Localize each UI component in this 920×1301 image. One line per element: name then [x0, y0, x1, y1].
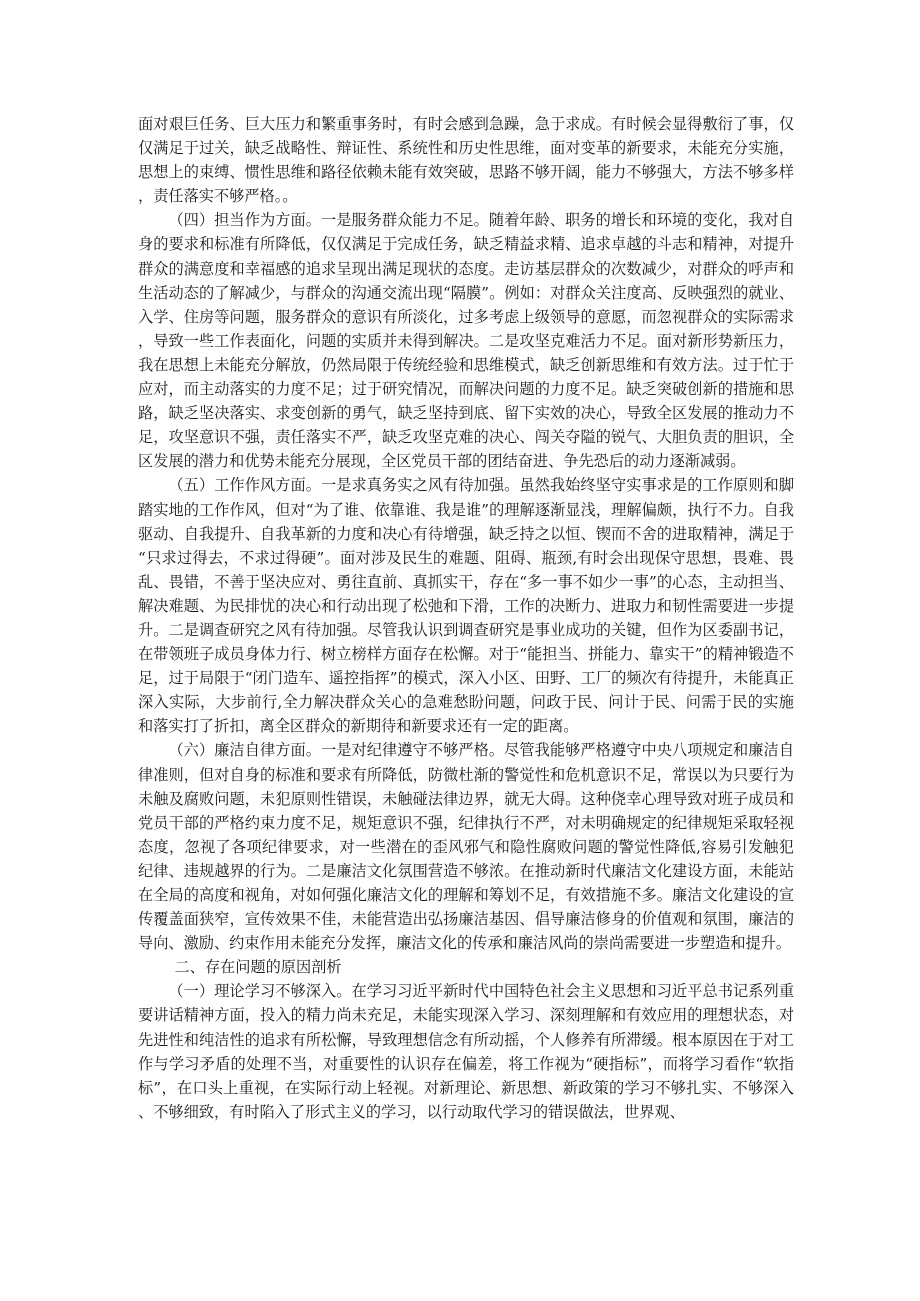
document-page	[138, 112, 794, 1124]
paragraph-responsibility: （四）担当作为方面。一是服务群众能力不足。随着年龄、职务的增长和环境的变化，我对自身的要求和标准有所降低，仅仅满足于完成任务，缺乏精益求精、追求卓越的斗志和精神，对提升群众的满意度和幸福感的追求呈现出满足现状的态度。走访基层群众的次数减少，对群众的呼声和生活动态的了解减少，与群众的沟通交流出现“隔膜”。例如：对群众关注度高、反映强烈的就业、入学、住房等问题，服务群众的意识有所淡化，过多考虑上级领导的意愿，而忽视群众的实际需求，导致一些工作表面化，问题的实质并未得到解决。二是攻坚克难活力不足。面对新形势新压力，我在思想上未能充分解放，仍然局限于传统经验和思维模式，缺乏创新思维和有效方法。过于忙于应对，而主动落实的力度不足；过于研究情况，而解决问题的力度不足。缺乏突破创新的措施和思路，缺乏坚决落实、求变创新的勇气，缺乏坚持到底、留下实效的决心，导致全区发展的推动力不足，攻坚意识不强，责任落实不严，缺乏攻坚克难的决心、闯关夺隘的锐气、大胆负责的胆识，全区发展的潜力和优势未能充分展现，全区党员干部的团结奋进、争先恐后的动力逐渐减弱。	[138, 211, 794, 471]
paragraph-work-style: （五）工作作风方面。一是求真务实之风有待加强。虽然我始终坚守实事求是的工作原则和脚踏实地的工作作风，但对“为了谁、依靠谁、我是谁”的理解逐渐显浅，理解偏颇，执行不力。自我驱动、自我提升、自我革新的力度和决心有待增强，缺乏持之以恒、锲而不舍的进取精神，满足于“只求过得去，不求过得硬”。面对涉及民生的难题、阻碍、瓶颈,有时会出现保守思想，畏难、畏乱、畏错，不善于坚决应对、勇往直前、真抓实干，存在“多一事不如少一事”的心态，主动担当、解决难题、为民排忧的决心和行动出现了松弛和下滑，工作的决断力、进取力和韧性需要进一步提升。二是调查研究之风有待加强。尽管我认识到调查研究是事业成功的关键，但作为区委副书记，在带领班子成员身体力行、树立榜样方面存在松懈。对于“能担当、拼能力、靠实干”的精神锻造不足，过于局限于“闭门造车、遥控指挥”的模式，深入小区、田野、工厂的频次有待提升，未能真正深入实际，大步前行,全力解决群众关心的急难愁盼问题，问政于民、问计于民、问需于民的实施和落实打了折扣，离全区群众的新期待和新要求还有一定的距离。	[138, 476, 794, 736]
paragraph-integrity: （六）廉洁自律方面。一是对纪律遵守不够严格。尽管我能够严格遵守中央八项规定和廉洁自律准则，但对自身的标准和要求有所降低，防微杜渐的警觉性和危机意识不足，常误以为只要行为未触及腐败问题，未犯原则性错误，未触碰法律边界，就无大碍。这种侥幸心理导致对班子成员和党员干部的严格约束力度不足，规矩意识不强，纪律执行不严，对未明确规定的纪律规矩采取轻视态度，忽视了各项纪律要求，对一些潜在的歪风邪气和隐性腐败问题的警觉性降低,容易引发触犯纪律、违规越界的行为。二是廉洁文化氛围营造不够浓。在推动新时代廉洁文化建设方面，未能站在全局的高度和视角，对如何强化廉洁文化的理解和筹划不足，有效措施不多。廉洁文化建设的宣传覆盖面狭窄，宣传效果不佳，未能营造出弘扬廉洁基因、倡导廉洁修身的价值观和氛围，廉洁的导向、激励、约束作用未能充分发挥，廉洁文化的传承和廉洁风尚的崇尚需要进一步塑造和提升。	[138, 741, 794, 953]
paragraph-continuation: 面对艰巨任务、巨大压力和繁重事务时，有时会感到急躁，急于求成。有时候会显得敷衍了事，仅仅满足于过关，缺乏战略性、辩证性、系统性和历史性思维，面对变革的新要求，未能充分实施，思想上的束缚、惯性思维和路径依赖未能有效突破，思路不够开阔，能力不够强大，方法不够多样，责任落实不够严格。。	[138, 115, 794, 206]
section-heading-cause-analysis: 二、存在问题的原因剖析	[174, 958, 342, 977]
paragraph-theory-study: （一）理论学习不够深入。在学习习近平新时代中国特色社会主义思想和习近平总书记系列重要讲话精神方面，投入的精力尚未充足，未能实现深入学习、深刻理解和有效应用的理想状态，对先进性和纯洁性的追求有所松懈，导致理想信念有所动摇，个人修养有所滞缓。根本原因在于对工作与学习矛盾的处理不当，对重要性的认识存在偏差，将工作视为“硬指标”，而将学习看作“软指标”，在口头上重视，在实际行动上轻视。对新理论、新思想、新政策的学习不够扎实、不够深入、不够细致，有时陷入了形式主义的学习，以行动取代学习的错误做法，世界观、	[138, 982, 794, 1121]
